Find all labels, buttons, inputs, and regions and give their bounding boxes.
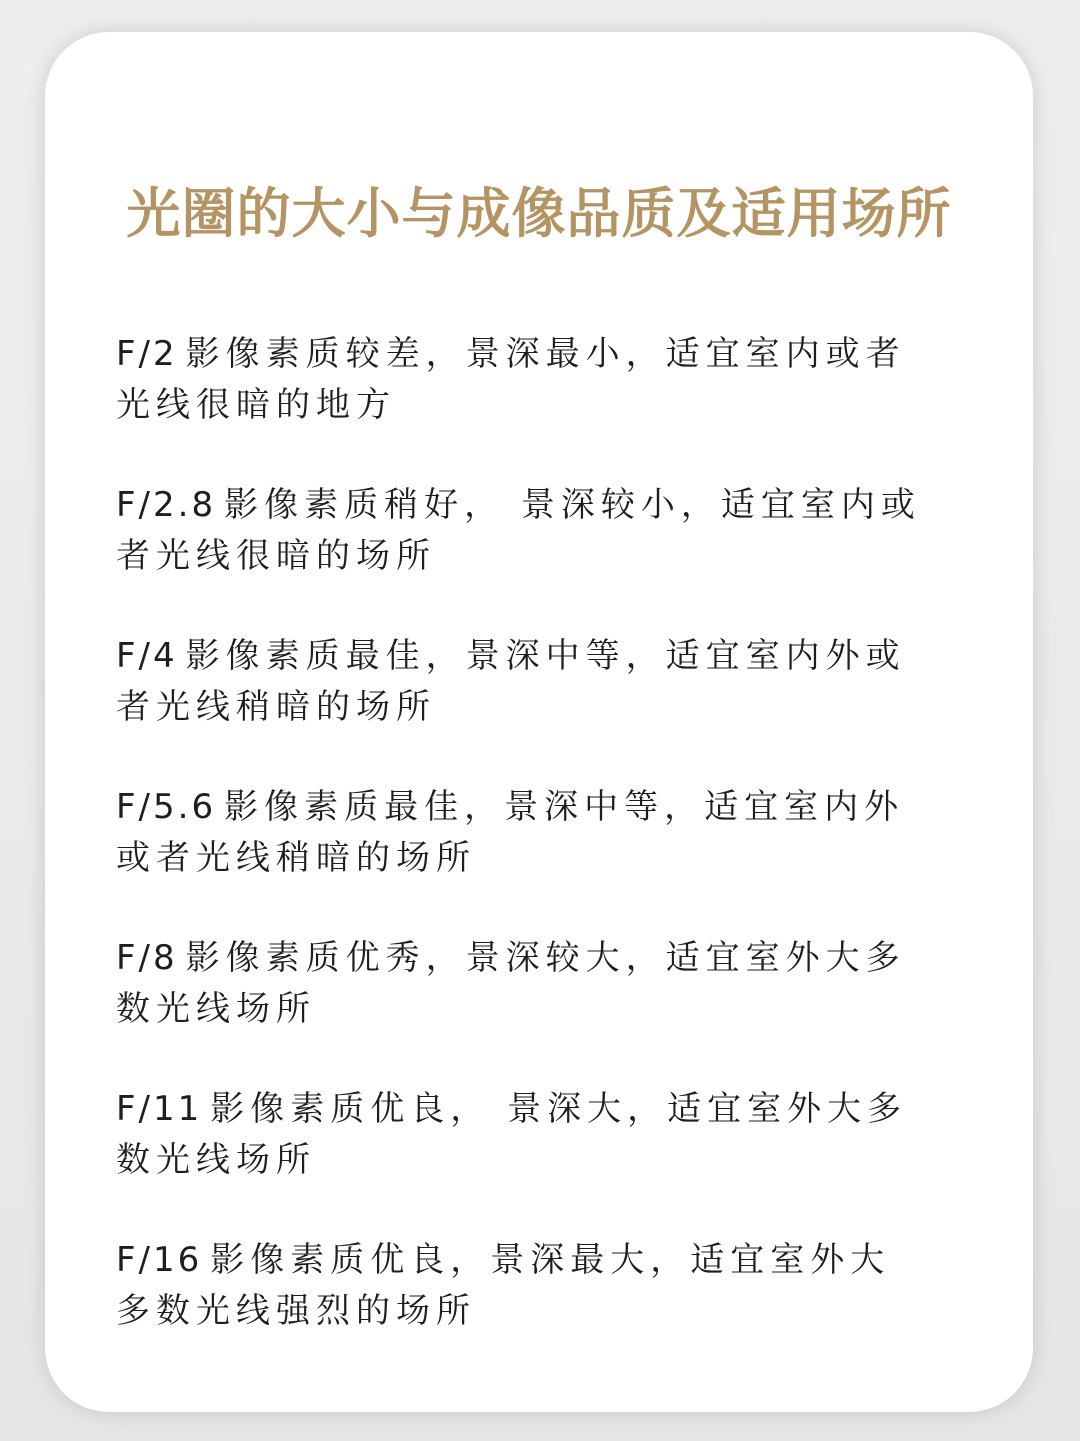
f-stop-label: F/2.8 [116,485,217,525]
aperture-item-line-1 [116,1084,976,1135]
aperture-description: 影像素质最佳，景深中等，适宜室内外 [224,787,905,827]
f-stop-label: F/11 [116,1089,203,1129]
aperture-item [116,782,976,884]
f-stop-label: F/5.6 [116,787,217,827]
aperture-description: 影像素质最佳，景深中等，适宜室内外或 [185,636,906,676]
aperture-item-line-2: 光线很暗的地方 [116,385,396,425]
aperture-item-line-1 [116,782,976,833]
aperture-item-line-2: 数光线场所 [116,1140,316,1180]
f-stop-label: F/4 [116,636,178,676]
aperture-item-line-2: 者光线很暗的场所 [116,536,436,576]
f-stop-label: F/2 [116,334,178,374]
aperture-item [116,631,976,733]
aperture-item [116,933,976,1035]
aperture-item-line-1 [116,329,976,380]
aperture-description: 影像素质优秀，景深较大，适宜室外大多 [185,938,906,978]
aperture-item-line-2: 者光线稍暗的场所 [116,687,436,727]
aperture-item-line-1 [116,1235,976,1286]
aperture-item-line-1 [116,480,976,531]
aperture-item-line-1 [116,933,976,984]
aperture-item [116,1235,976,1337]
aperture-description: 影像素质优良，景深最大，适宜室外大 [210,1240,891,1280]
page-title: 光圈的大小与成像品质及适用场所 [126,182,952,245]
aperture-description: 影像素质优良， 景深大，适宜室外大多 [210,1089,908,1129]
f-stop-label: F/8 [116,938,178,978]
aperture-item-line-1 [116,631,976,682]
aperture-list [116,329,976,1337]
aperture-description: 影像素质较差，景深最小，适宜室内或者 [185,334,906,374]
aperture-item [116,329,976,431]
aperture-item [116,480,976,582]
aperture-item [116,1084,976,1186]
aperture-item-line-2: 多数光线强烈的场所 [116,1291,476,1331]
f-stop-label: F/16 [116,1240,203,1280]
aperture-item-line-2: 或者光线稍暗的场所 [116,838,476,878]
aperture-description: 影像素质稍好， 景深较小，适宜室内或 [224,485,921,525]
aperture-item-line-2: 数光线场所 [116,989,316,1029]
content-card [45,32,1033,1412]
